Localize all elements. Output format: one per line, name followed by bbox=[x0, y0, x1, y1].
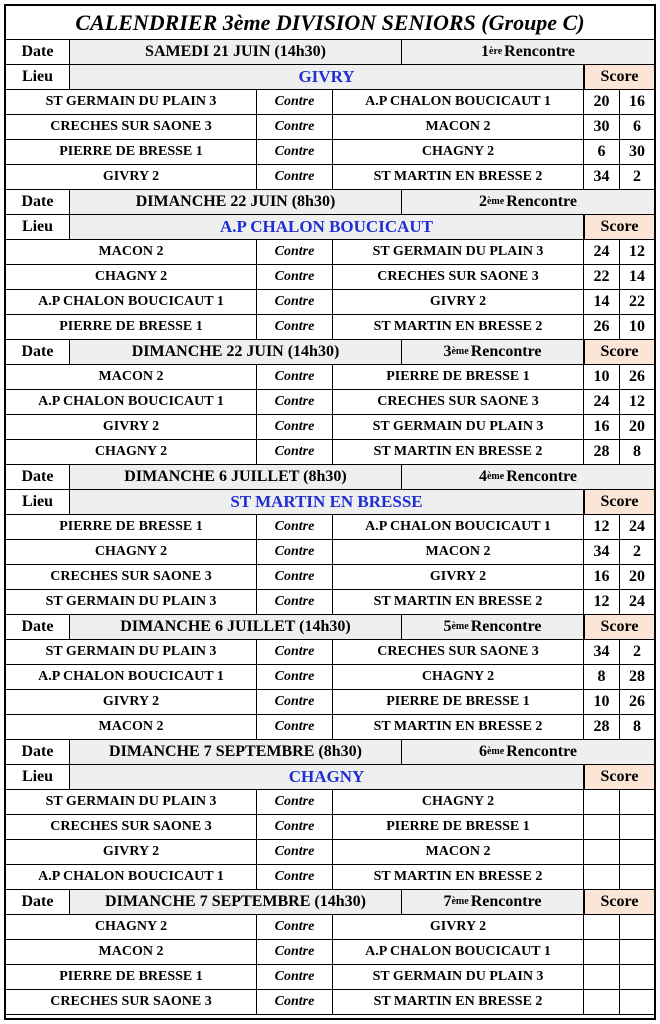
home-score bbox=[584, 865, 620, 889]
home-score: 8 bbox=[584, 665, 620, 689]
lieu-label: Lieu bbox=[6, 65, 70, 89]
away-score: 16 bbox=[629, 93, 645, 110]
away-team: PIERRE DE BRESSE 1 bbox=[333, 365, 584, 389]
away-score: 22 bbox=[629, 293, 645, 310]
date-label: Date bbox=[6, 465, 70, 489]
home-score bbox=[584, 915, 620, 939]
match-row bbox=[6, 415, 654, 440]
away-score: 14 bbox=[629, 268, 645, 285]
date-row bbox=[6, 190, 654, 215]
lieu-label: Lieu bbox=[6, 490, 70, 514]
rencontre-number: 3 bbox=[443, 343, 452, 360]
away-score: 26 bbox=[629, 693, 645, 710]
home-score bbox=[584, 790, 620, 814]
away-score: 20 bbox=[629, 568, 645, 585]
away-score: 12 bbox=[629, 393, 645, 410]
away-team: CRECHES SUR SAONE 3 bbox=[333, 390, 584, 414]
home-score: 22 bbox=[584, 265, 620, 289]
contre-label: Contre bbox=[257, 940, 333, 964]
home-team: MACON 2 bbox=[6, 240, 257, 264]
venue-name: GIVRY bbox=[70, 65, 584, 89]
home-team: CHAGNY 2 bbox=[6, 265, 257, 289]
match-row bbox=[6, 915, 654, 940]
away-score bbox=[620, 815, 654, 839]
date-row bbox=[6, 740, 654, 765]
contre-label: Contre bbox=[257, 440, 333, 464]
date-row bbox=[6, 340, 654, 365]
match-date: DIMANCHE 7 SEPTEMBRE (14h30) bbox=[70, 890, 402, 914]
away-score: 8 bbox=[633, 718, 641, 735]
away-team: A.P CHALON BOUCICAUT 1 bbox=[333, 90, 584, 114]
home-score: 34 bbox=[584, 640, 620, 664]
home-score bbox=[584, 965, 620, 989]
contre-label: Contre bbox=[257, 365, 333, 389]
home-score: 16 bbox=[584, 415, 620, 439]
away-team: CHAGNY 2 bbox=[333, 140, 584, 164]
lieu-row bbox=[6, 765, 654, 790]
away-team: PIERRE DE BRESSE 1 bbox=[333, 815, 584, 839]
home-team: ST GERMAIN DU PLAIN 3 bbox=[6, 90, 257, 114]
away-score: 10 bbox=[629, 318, 645, 335]
match-row bbox=[6, 565, 654, 590]
score-label: Score bbox=[584, 490, 654, 514]
away-score: 2 bbox=[633, 543, 641, 560]
match-row bbox=[6, 265, 654, 290]
lieu-label: Lieu bbox=[6, 215, 70, 239]
rencontre-word: Rencontre bbox=[506, 743, 577, 760]
contre-label: Contre bbox=[257, 640, 333, 664]
home-score: 14 bbox=[584, 290, 620, 314]
match-row bbox=[6, 240, 654, 265]
contre-label: Contre bbox=[257, 315, 333, 339]
contre-label: Contre bbox=[257, 965, 333, 989]
home-score: 30 bbox=[584, 115, 620, 139]
away-score bbox=[620, 790, 654, 814]
score-label: Score bbox=[584, 65, 654, 89]
match-row bbox=[6, 515, 654, 540]
match-row bbox=[6, 290, 654, 315]
match-date: SAMEDI 21 JUIN (14h30) bbox=[70, 40, 402, 64]
home-score: 24 bbox=[584, 240, 620, 264]
score-label: Score bbox=[584, 340, 654, 364]
away-team: ST MARTIN EN BRESSE 2 bbox=[333, 165, 584, 189]
home-team: CHAGNY 2 bbox=[6, 540, 257, 564]
rencontre-number: 1 bbox=[481, 43, 490, 60]
score-label: Score bbox=[584, 765, 654, 789]
match-row bbox=[6, 815, 654, 840]
home-score: 34 bbox=[584, 540, 620, 564]
date-row bbox=[6, 890, 654, 915]
match-row bbox=[6, 865, 654, 890]
rencontre-label: 4 ème Rencontre bbox=[478, 468, 577, 485]
away-team: MACON 2 bbox=[333, 115, 584, 139]
home-team: ST GERMAIN DU PLAIN 3 bbox=[6, 790, 257, 814]
away-team: ST GERMAIN DU PLAIN 3 bbox=[333, 415, 584, 439]
rencontre-word: Rencontre bbox=[504, 43, 575, 60]
away-score bbox=[620, 965, 654, 989]
match-date: DIMANCHE 6 JUILLET (8h30) bbox=[70, 465, 402, 489]
rencontre-number: 6 bbox=[478, 743, 487, 760]
contre-label: Contre bbox=[257, 140, 333, 164]
date-row bbox=[6, 615, 654, 640]
home-score bbox=[584, 840, 620, 864]
home-team: ST GERMAIN DU PLAIN 3 bbox=[6, 640, 257, 664]
home-team: PIERRE DE BRESSE 1 bbox=[6, 965, 257, 989]
match-row bbox=[6, 540, 654, 565]
away-score: 24 bbox=[629, 593, 645, 610]
rencontre-label: 3 ème Rencontre bbox=[402, 340, 584, 364]
match-row bbox=[6, 790, 654, 815]
match-row bbox=[6, 715, 654, 740]
contre-label: Contre bbox=[257, 390, 333, 414]
home-score: 34 bbox=[584, 165, 620, 189]
match-row bbox=[6, 365, 654, 390]
away-score bbox=[620, 865, 654, 889]
contre-label: Contre bbox=[257, 865, 333, 889]
away-team: CHAGNY 2 bbox=[333, 665, 584, 689]
match-row bbox=[6, 665, 654, 690]
date-row bbox=[6, 40, 654, 65]
contre-label: Contre bbox=[257, 90, 333, 114]
away-team: ST MARTIN EN BRESSE 2 bbox=[333, 590, 584, 614]
home-score: 12 bbox=[584, 590, 620, 614]
match-date: DIMANCHE 22 JUIN (14h30) bbox=[70, 340, 402, 364]
away-score: 28 bbox=[629, 668, 645, 685]
home-team: GIVRY 2 bbox=[6, 165, 257, 189]
venue-name: A.P CHALON BOUCICAUT bbox=[70, 215, 584, 239]
score-label: Score bbox=[584, 890, 654, 914]
lieu-row bbox=[6, 65, 654, 90]
date-label: Date bbox=[6, 615, 70, 639]
rencontre-label: 5 ème Rencontre bbox=[402, 615, 584, 639]
rencontre-label: 6 ème Rencontre bbox=[478, 743, 577, 760]
rencontre-word: Rencontre bbox=[470, 343, 542, 360]
away-team: GIVRY 2 bbox=[333, 565, 584, 589]
contre-label: Contre bbox=[257, 840, 333, 864]
rencontre-number: 5 bbox=[443, 618, 452, 635]
rencontre-word: Rencontre bbox=[506, 468, 577, 485]
contre-label: Contre bbox=[257, 290, 333, 314]
date-label: Date bbox=[6, 190, 70, 214]
home-team: CRECHES SUR SAONE 3 bbox=[6, 815, 257, 839]
home-team: GIVRY 2 bbox=[6, 690, 257, 714]
rencontre-number: 4 bbox=[478, 468, 487, 485]
away-team: A.P CHALON BOUCICAUT 1 bbox=[333, 940, 584, 964]
contre-label: Contre bbox=[257, 815, 333, 839]
away-team: MACON 2 bbox=[333, 840, 584, 864]
home-score: 20 bbox=[584, 90, 620, 114]
rencontre-label: 1 ère Rencontre bbox=[481, 43, 575, 60]
calendar-document bbox=[4, 4, 656, 1020]
contre-label: Contre bbox=[257, 590, 333, 614]
contre-label: Contre bbox=[257, 565, 333, 589]
date-label: Date bbox=[6, 340, 70, 364]
rencontre-label: 7 ème Rencontre bbox=[402, 890, 584, 914]
match-row bbox=[6, 990, 654, 1015]
contre-label: Contre bbox=[257, 715, 333, 739]
match-row bbox=[6, 640, 654, 665]
match-date: DIMANCHE 7 SEPTEMBRE (8h30) bbox=[70, 740, 402, 764]
home-score: 28 bbox=[584, 715, 620, 739]
score-label: Score bbox=[584, 215, 654, 239]
contre-label: Contre bbox=[257, 165, 333, 189]
match-row bbox=[6, 390, 654, 415]
rencontre-number: 2 bbox=[478, 193, 487, 210]
match-row bbox=[6, 115, 654, 140]
home-score bbox=[584, 990, 620, 1014]
contre-label: Contre bbox=[257, 690, 333, 714]
match-row bbox=[6, 965, 654, 990]
home-score bbox=[584, 940, 620, 964]
contre-label: Contre bbox=[257, 665, 333, 689]
match-row bbox=[6, 690, 654, 715]
home-score: 6 bbox=[584, 140, 620, 164]
away-score: 26 bbox=[629, 368, 645, 385]
home-team: ST GERMAIN DU PLAIN 3 bbox=[6, 590, 257, 614]
away-score bbox=[620, 915, 654, 939]
home-score: 28 bbox=[584, 440, 620, 464]
away-score: 8 bbox=[633, 443, 641, 460]
home-team: A.P CHALON BOUCICAUT 1 bbox=[6, 865, 257, 889]
home-team: A.P CHALON BOUCICAUT 1 bbox=[6, 665, 257, 689]
sections-container bbox=[6, 40, 654, 1015]
contre-label: Contre bbox=[257, 540, 333, 564]
home-team: CHAGNY 2 bbox=[6, 440, 257, 464]
lieu-row bbox=[6, 215, 654, 240]
away-score: 20 bbox=[629, 418, 645, 435]
rencontre-number: 7 bbox=[443, 893, 452, 910]
contre-label: Contre bbox=[257, 415, 333, 439]
score-label: Score bbox=[584, 615, 654, 639]
rencontre-word: Rencontre bbox=[470, 618, 542, 635]
away-team: GIVRY 2 bbox=[333, 290, 584, 314]
match-row bbox=[6, 840, 654, 865]
match-date: DIMANCHE 6 JUILLET (14h30) bbox=[70, 615, 402, 639]
date-row bbox=[6, 465, 654, 490]
contre-label: Contre bbox=[257, 990, 333, 1014]
away-team: MACON 2 bbox=[333, 540, 584, 564]
venue-name: CHAGNY bbox=[70, 765, 584, 789]
lieu-row bbox=[6, 490, 654, 515]
match-row bbox=[6, 315, 654, 340]
away-team: CHAGNY 2 bbox=[333, 790, 584, 814]
away-team: ST MARTIN EN BRESSE 2 bbox=[333, 990, 584, 1014]
home-score: 12 bbox=[584, 515, 620, 539]
date-label: Date bbox=[6, 740, 70, 764]
away-team: CRECHES SUR SAONE 3 bbox=[333, 640, 584, 664]
home-score: 10 bbox=[584, 365, 620, 389]
home-score: 24 bbox=[584, 390, 620, 414]
home-team: CRECHES SUR SAONE 3 bbox=[6, 565, 257, 589]
away-score: 30 bbox=[629, 143, 645, 160]
rencontre-word: Rencontre bbox=[506, 193, 577, 210]
home-score: 16 bbox=[584, 565, 620, 589]
home-team: GIVRY 2 bbox=[6, 415, 257, 439]
away-team: ST MARTIN EN BRESSE 2 bbox=[333, 865, 584, 889]
home-team: MACON 2 bbox=[6, 715, 257, 739]
date-label: Date bbox=[6, 40, 70, 64]
home-team: PIERRE DE BRESSE 1 bbox=[6, 140, 257, 164]
away-score bbox=[620, 940, 654, 964]
home-team: A.P CHALON BOUCICAUT 1 bbox=[6, 390, 257, 414]
lieu-label: Lieu bbox=[6, 765, 70, 789]
match-row bbox=[6, 440, 654, 465]
home-score: 26 bbox=[584, 315, 620, 339]
match-row bbox=[6, 590, 654, 615]
home-team: GIVRY 2 bbox=[6, 840, 257, 864]
away-team: ST GERMAIN DU PLAIN 3 bbox=[333, 240, 584, 264]
match-row bbox=[6, 165, 654, 190]
away-score: 24 bbox=[629, 518, 645, 535]
contre-label: Contre bbox=[257, 115, 333, 139]
away-team: A.P CHALON BOUCICAUT 1 bbox=[333, 515, 584, 539]
away-team: ST MARTIN EN BRESSE 2 bbox=[333, 715, 584, 739]
home-score: 10 bbox=[584, 690, 620, 714]
away-team: PIERRE DE BRESSE 1 bbox=[333, 690, 584, 714]
away-team: ST GERMAIN DU PLAIN 3 bbox=[333, 965, 584, 989]
away-score: 2 bbox=[633, 643, 641, 660]
home-team: MACON 2 bbox=[6, 940, 257, 964]
contre-label: Contre bbox=[257, 240, 333, 264]
away-team: ST MARTIN EN BRESSE 2 bbox=[333, 440, 584, 464]
page-title: CALENDRIER 3ème DIVISION SENIORS (Groupe C) bbox=[6, 6, 654, 40]
home-team: CHAGNY 2 bbox=[6, 915, 257, 939]
home-team: PIERRE DE BRESSE 1 bbox=[6, 315, 257, 339]
home-team: PIERRE DE BRESSE 1 bbox=[6, 515, 257, 539]
venue-name: ST MARTIN EN BRESSE bbox=[70, 490, 584, 514]
away-team: ST MARTIN EN BRESSE 2 bbox=[333, 315, 584, 339]
away-score: 12 bbox=[629, 243, 645, 260]
home-team: MACON 2 bbox=[6, 365, 257, 389]
rencontre-word: Rencontre bbox=[470, 893, 542, 910]
away-score: 6 bbox=[633, 118, 641, 135]
match-row bbox=[6, 940, 654, 965]
contre-label: Contre bbox=[257, 265, 333, 289]
contre-label: Contre bbox=[257, 790, 333, 814]
match-row bbox=[6, 90, 654, 115]
match-date: DIMANCHE 22 JUIN (8h30) bbox=[70, 190, 402, 214]
away-score bbox=[620, 840, 654, 864]
away-score: 2 bbox=[633, 168, 641, 185]
match-row bbox=[6, 140, 654, 165]
home-team: A.P CHALON BOUCICAUT 1 bbox=[6, 290, 257, 314]
home-score bbox=[584, 815, 620, 839]
date-label: Date bbox=[6, 890, 70, 914]
away-team: CRECHES SUR SAONE 3 bbox=[333, 265, 584, 289]
away-team: GIVRY 2 bbox=[333, 915, 584, 939]
rencontre-label: 2 ème Rencontre bbox=[478, 193, 577, 210]
away-score bbox=[620, 990, 654, 1014]
contre-label: Contre bbox=[257, 515, 333, 539]
home-team: CRECHES SUR SAONE 3 bbox=[6, 115, 257, 139]
contre-label: Contre bbox=[257, 915, 333, 939]
home-team: CRECHES SUR SAONE 3 bbox=[6, 990, 257, 1014]
